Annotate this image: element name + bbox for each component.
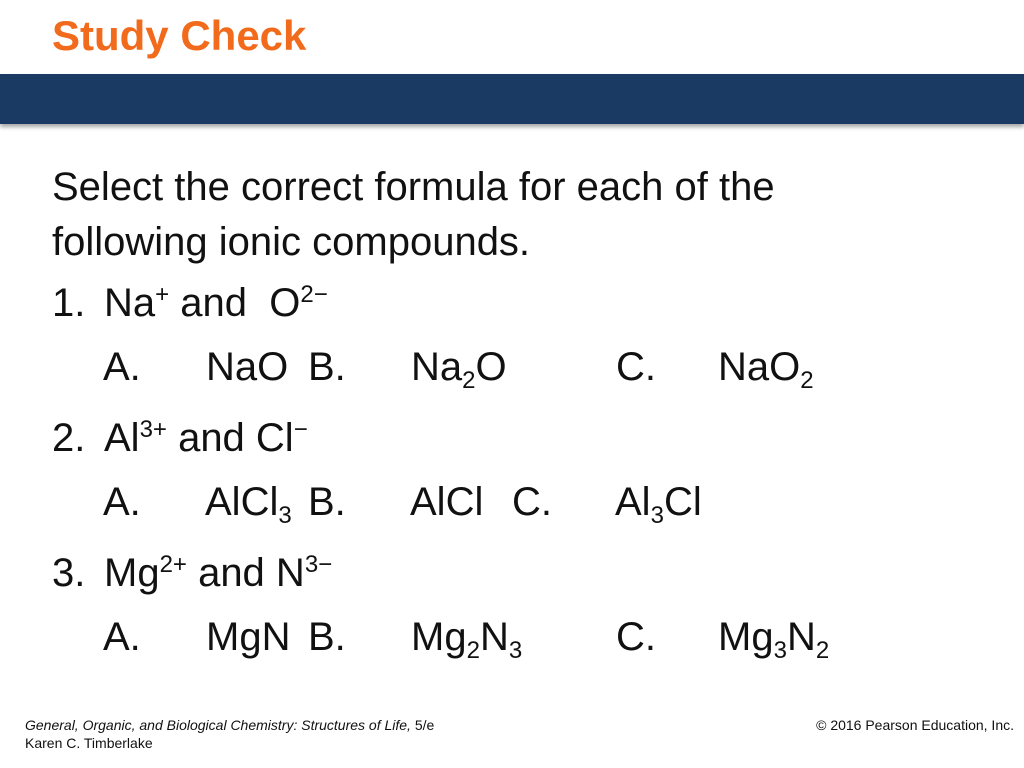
- formula-subscript: 3: [508, 637, 523, 664]
- formula-text: N: [479, 615, 509, 659]
- option-formula-c[interactable]: [718, 614, 830, 664]
- ion-1: Na: [104, 281, 156, 325]
- formula-text: MgN: [206, 615, 291, 659]
- formula-subscript: 3: [650, 502, 664, 529]
- ion-2-charge: 3−: [304, 551, 333, 578]
- option-letter-c[interactable]: C.: [616, 615, 656, 659]
- formula-text: Na: [411, 345, 463, 389]
- option-formula-b[interactable]: [411, 614, 523, 664]
- option-formula-a[interactable]: [206, 344, 288, 390]
- and-connector: and: [186, 551, 276, 595]
- option-formula-b[interactable]: [410, 479, 483, 525]
- question-number: 1.: [52, 281, 86, 325]
- header-band: [0, 74, 1024, 124]
- option-letter-a[interactable]: A.: [103, 615, 141, 659]
- question-2: [52, 415, 308, 461]
- option-formula-c[interactable]: [615, 479, 702, 529]
- formula-subscript: 2: [466, 637, 480, 664]
- question-number: 2.: [52, 416, 86, 460]
- instructions-line-2: following ionic compounds.: [52, 220, 531, 264]
- formula-text: Cl: [663, 480, 702, 524]
- ion-2-charge: 2−: [300, 281, 328, 308]
- option-letter-a[interactable]: A.: [103, 345, 141, 389]
- footer-book-title: General, Organic, and Biological Chemistry: Structures of Life,: [25, 717, 411, 733]
- ion-1-charge: +: [155, 281, 170, 308]
- footer-author: Karen C. Timberlake: [25, 735, 153, 751]
- formula-subscript: 3: [278, 502, 292, 529]
- instructions: [52, 160, 775, 270]
- option-letter-b[interactable]: B.: [308, 345, 346, 389]
- slide-title: Study Check: [52, 12, 307, 59]
- footer-citation: [25, 716, 434, 752]
- option-letter-a[interactable]: A.: [103, 480, 141, 524]
- formula-subscript: 2: [462, 367, 476, 394]
- ion-2: O: [269, 281, 301, 325]
- option-formula-b[interactable]: [411, 344, 507, 394]
- ion-1: Mg: [104, 551, 160, 595]
- instructions-line-1: Select the correct formula for each of the: [52, 165, 775, 209]
- ion-2: Cl: [255, 416, 294, 460]
- ion-1: Al: [104, 416, 140, 460]
- option-formula-a[interactable]: [206, 614, 290, 660]
- ion-2: N: [275, 551, 305, 595]
- ion-1-charge: 2+: [159, 551, 187, 578]
- formula-text: N: [786, 615, 816, 659]
- formula-text: NaO: [206, 345, 289, 389]
- formula-text: Al: [615, 480, 651, 524]
- question-3: [52, 550, 332, 596]
- formula-text: NaO: [718, 345, 801, 389]
- formula-subscript: 2: [815, 637, 830, 664]
- formula-subscript: 3: [773, 637, 787, 664]
- option-formula-a[interactable]: [205, 479, 292, 529]
- ion-2-charge: −: [293, 416, 308, 443]
- question-number: 3.: [52, 551, 86, 595]
- option-letter-c[interactable]: C.: [512, 480, 552, 524]
- ion-1-charge: 3+: [139, 416, 167, 443]
- option-letter-b[interactable]: B.: [308, 615, 346, 659]
- question-1: [52, 280, 328, 326]
- and-connector: and: [169, 281, 270, 325]
- formula-text: Mg: [718, 615, 774, 659]
- footer-copyright: © 2016 Pearson Education, Inc.: [816, 717, 1014, 733]
- option-formula-c[interactable]: [718, 344, 814, 394]
- and-connector: and: [166, 416, 256, 460]
- option-letter-c[interactable]: C.: [616, 345, 656, 389]
- formula-text: Mg: [411, 615, 467, 659]
- formula-text: AlCl: [410, 480, 484, 524]
- formula-text: O: [475, 345, 507, 389]
- footer-edition: 5/e: [410, 717, 435, 733]
- formula-subscript: 2: [800, 367, 814, 394]
- formula-text: AlCl: [205, 480, 279, 524]
- option-letter-b[interactable]: B.: [308, 480, 346, 524]
